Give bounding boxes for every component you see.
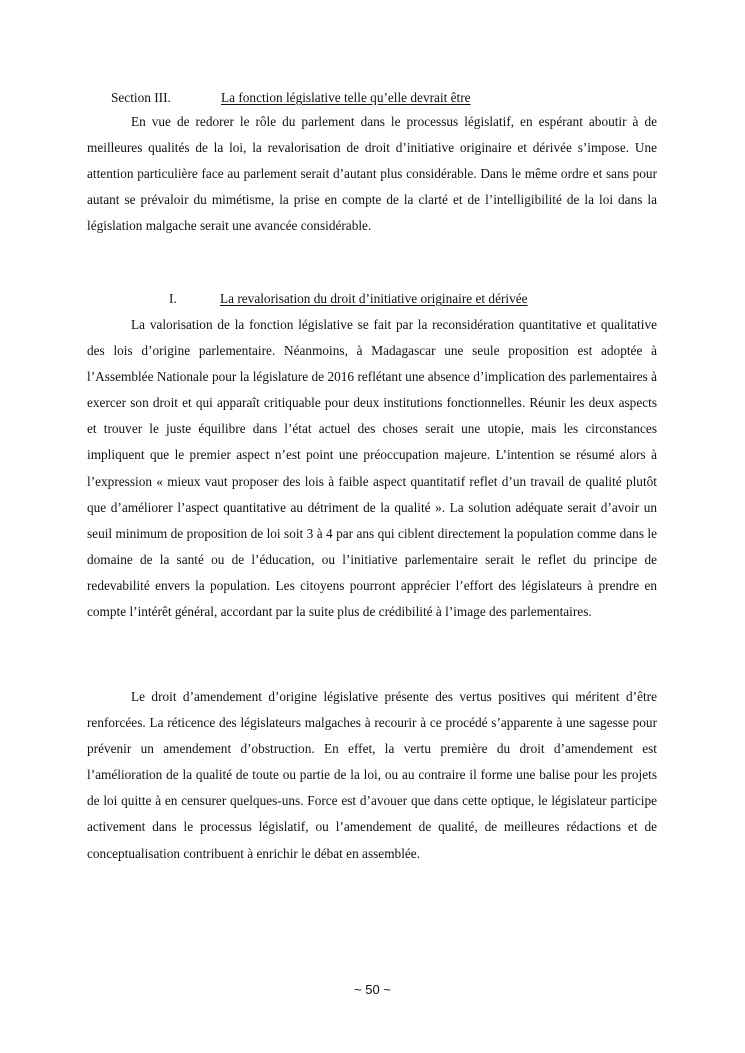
subsection-title: La revalorisation du droit d’initiative originaire et dérivée xyxy=(220,291,528,306)
section-number: Section III. xyxy=(111,90,171,105)
section-title: La fonction législative telle qu’elle devrait être xyxy=(221,90,471,105)
paragraph-amendement: Le droit d’amendement d’origine législative présente des vertus positives qui méritent d’être renforcées. La réticence des législateurs malgaches à recourir à ce procédé s’apparente à une sagesse pour prévenir un amendement d’obstruction. En effet, la vertu première du droit d’amendement est l’amélioration de la qualité de toute ou partie de la loi, ou au contraire il forme une balise pour les projets de loi quitte à en censurer quelques-uns. Force est d’avouer que dans cette optique, le législateur participe activement dans le processus législatif, ou l’amendement de qualité, de meilleures rédactions et de conceptualisation contribuent à enrichir le débat en assemblée. xyxy=(87,689,657,861)
paragraph-valorisation: La valorisation de la fonction législative se fait par la reconsidération quantitative et qualitative des lois d’origine parlementaire. Néanmoins, à Madagascar une seule proposition est adoptée à l’Assemblée Nationale pour la législature de 2016 reflétant une absence d’implication des parlementaires à exercer son droit et qui apparaît critiquable pour deux institutions fonctionnelles. Réunir les deux aspects et trouver le juste équilibre dans l’état actuel des choses serait une utopie, mais les circonstances impliquent que le premier aspect n’est point une préoccupation majeure. L’intention se résumé alors à l’expression « mieux vaut proposer des lois à faible aspect quantitatif reflet d’un travail de qualité plutôt que d’améliorer l’aspect quantitative au détriment de la qualité ». La solution adéquate serait d’avoir un seuil minimum de proposition de loi soit 3 à 4 par ans qui ciblent directement la population comme dans le domaine de la santé ou de l’éducation, ou l’initiative parlementaire serait le reflet du principe de redevabilité envers la population. Les citoyens pourront apprécier l’effort des législateurs à prendre en compte l’intérêt général, accordant par la suite plus de crédibilité à l’image des parlementaires. xyxy=(87,317,657,620)
subsection-number: I. xyxy=(169,291,177,306)
subsection-heading xyxy=(169,290,669,308)
page-number: ~ 50 ~ xyxy=(354,982,391,997)
paragraph-intro: En vue de redorer le rôle du parlement dans le processus législatif, en espérant aboutir à de meilleures qualités de la loi, la revalorisation de droit d’initiative originaire et dérivée s’impose. Une attention particulière face au parlement serait d’autant plus considérable. Dans le même ordre et sans pour autant se prévaloir du mimétisme, la prise en compte de la clarté et de l’intelligibilité de la loi dans la législation malgache serait une avancée considérable. xyxy=(87,114,657,234)
section-heading xyxy=(111,89,671,107)
